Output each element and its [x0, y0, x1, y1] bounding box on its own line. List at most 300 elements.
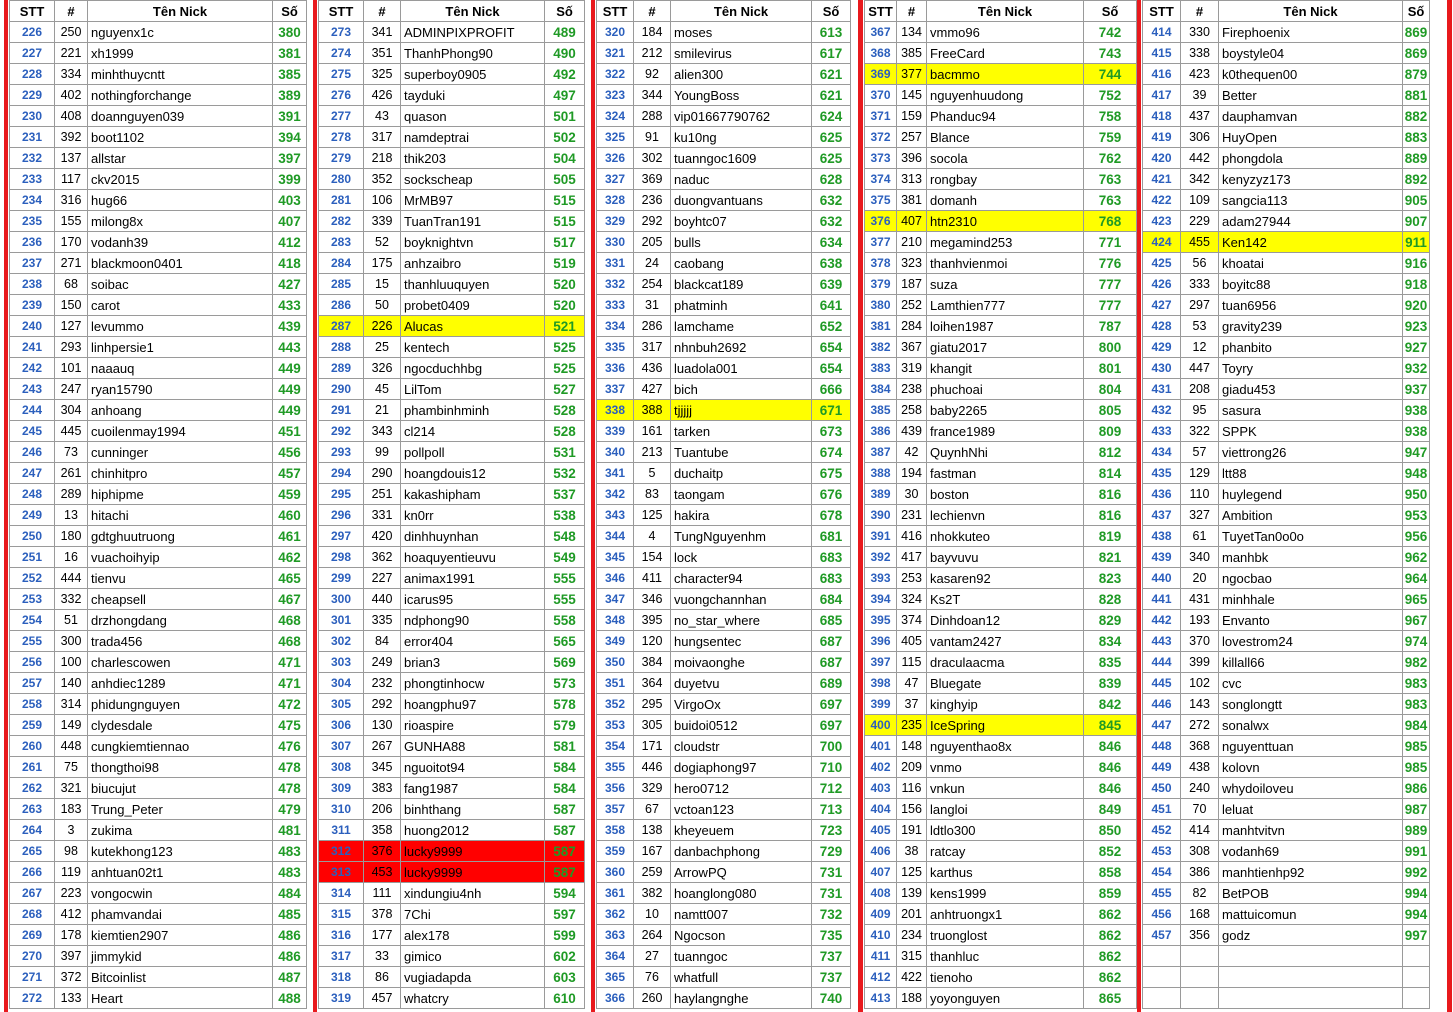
nick-cell: huong2012: [401, 820, 545, 841]
stt-cell: 334: [597, 316, 634, 337]
id-cell: 12: [1181, 337, 1219, 358]
column-divider: [1447, 0, 1452, 1012]
score-cell: 624: [812, 106, 851, 127]
table-row: [597, 43, 851, 64]
score-cell: 905: [1403, 190, 1430, 211]
id-cell: 414: [1181, 820, 1219, 841]
score-cell: 531: [545, 442, 585, 463]
stt-cell: 359: [597, 841, 634, 862]
stt-cell: 305: [319, 694, 364, 715]
score-cell: 983: [1403, 694, 1430, 715]
nick-cell: FreeCard: [927, 43, 1084, 64]
stt-cell: 276: [319, 85, 364, 106]
header-number: #: [1181, 1, 1219, 22]
id-cell: 177: [364, 925, 401, 946]
header-number: #: [897, 1, 927, 22]
id-cell: 231: [897, 505, 927, 526]
header-score: Số: [812, 1, 851, 22]
table-row: [865, 988, 1137, 1009]
nick-cell: nothingforchange: [88, 85, 273, 106]
stt-cell: 311: [319, 820, 364, 841]
nick-cell: kens1999: [927, 883, 1084, 904]
stt-cell: 246: [10, 442, 55, 463]
table-row: [597, 736, 851, 757]
nick-cell: Lamthien777: [927, 295, 1084, 316]
stt-cell: 264: [10, 820, 55, 841]
table-row: [597, 169, 851, 190]
stt-cell: 357: [597, 799, 634, 820]
stt-cell: 437: [1143, 505, 1181, 526]
table-row: [1143, 610, 1430, 631]
stt-cell: 279: [319, 148, 364, 169]
table-row: [10, 379, 307, 400]
nick-cell: Trung_Peter: [88, 799, 273, 820]
nick-cell: rongbay: [927, 169, 1084, 190]
score-cell: 937: [1403, 379, 1430, 400]
score-cell: 828: [1084, 589, 1137, 610]
id-cell: 138: [634, 820, 671, 841]
id-cell: 83: [634, 484, 671, 505]
id-cell: 257: [897, 127, 927, 148]
score-cell: 492: [545, 64, 585, 85]
table-row: [1143, 316, 1430, 337]
id-cell: 408: [55, 106, 88, 127]
table-row: [865, 211, 1137, 232]
id-cell: 386: [1181, 862, 1219, 883]
stt-cell: 360: [597, 862, 634, 883]
table-row: [1143, 799, 1430, 820]
id-cell: 305: [634, 715, 671, 736]
id-cell: 397: [55, 946, 88, 967]
stt-cell: 393: [865, 568, 897, 589]
stt-cell: 242: [10, 358, 55, 379]
table-row: [319, 862, 585, 883]
header-stt: STT: [319, 1, 364, 22]
table-row: [1143, 43, 1430, 64]
nick-cell: TuyetTan0o0o: [1219, 526, 1403, 547]
nick-cell: killall66: [1219, 652, 1403, 673]
header-number: #: [634, 1, 671, 22]
nick-cell: draculaacma: [927, 652, 1084, 673]
nick-cell: tuanngoc1609: [671, 148, 812, 169]
table-row: [1143, 673, 1430, 694]
id-cell: 381: [897, 190, 927, 211]
score-cell: 752: [1084, 85, 1137, 106]
id-cell: 129: [1181, 463, 1219, 484]
nick-cell: MrMB97: [401, 190, 545, 211]
id-cell: 5: [634, 463, 671, 484]
id-cell: 218: [364, 148, 401, 169]
stt-cell: 256: [10, 652, 55, 673]
table-row: [1143, 337, 1430, 358]
stt-cell: 243: [10, 379, 55, 400]
id-cell: 261: [55, 463, 88, 484]
stt-cell: 300: [319, 589, 364, 610]
table-row: [319, 64, 585, 85]
table-row: [597, 127, 851, 148]
nick-cell: baby2265: [927, 400, 1084, 421]
score-cell: 519: [545, 253, 585, 274]
table-row: [1143, 442, 1430, 463]
stt-cell: 325: [597, 127, 634, 148]
stt-cell: 244: [10, 400, 55, 421]
table-row: [10, 904, 307, 925]
score-cell: 472: [273, 694, 307, 715]
score-cell: 617: [812, 43, 851, 64]
table-row: [10, 526, 307, 547]
header-row: [1143, 1, 1430, 22]
stt-cell: 354: [597, 736, 634, 757]
table-row: [597, 526, 851, 547]
empty-row: [1143, 946, 1430, 967]
table-row: [597, 316, 851, 337]
id-cell: 57: [1181, 442, 1219, 463]
nick-cell: sonalwx: [1219, 715, 1403, 736]
stt-cell: 250: [10, 526, 55, 547]
id-cell: 444: [55, 568, 88, 589]
id-cell: 442: [1181, 148, 1219, 169]
score-cell: 549: [545, 547, 585, 568]
stt-cell: 426: [1143, 274, 1181, 295]
table-row: [865, 85, 1137, 106]
table-row: [597, 631, 851, 652]
score-cell: 777: [1084, 295, 1137, 316]
table-row: [1143, 64, 1430, 85]
id-cell: 260: [634, 988, 671, 1009]
id-cell: 155: [55, 211, 88, 232]
table-row: [10, 358, 307, 379]
id-cell: 405: [897, 631, 927, 652]
nick-cell: fastman: [927, 463, 1084, 484]
nick-cell: Heart: [88, 988, 273, 1009]
nick-cell: YoungBoss: [671, 85, 812, 106]
score-cell: 801: [1084, 358, 1137, 379]
stt-cell: 384: [865, 379, 897, 400]
id-cell: 42: [897, 442, 927, 463]
score-cell: 787: [1084, 316, 1137, 337]
id-cell: 98: [55, 841, 88, 862]
id-cell: 43: [364, 106, 401, 127]
score-cell: 456: [273, 442, 307, 463]
id-cell: 292: [634, 211, 671, 232]
nick-cell: lovestrom24: [1219, 631, 1403, 652]
table-row: [319, 694, 585, 715]
table-row: [865, 337, 1137, 358]
nick-cell: phamvandai: [88, 904, 273, 925]
score-cell: 407: [273, 211, 307, 232]
nick-cell: carot: [88, 295, 273, 316]
nick-cell: cheapsell: [88, 589, 273, 610]
stt-cell: 436: [1143, 484, 1181, 505]
id-cell: 13: [55, 505, 88, 526]
score-cell: 443: [273, 337, 307, 358]
nick-cell: htn2310: [927, 211, 1084, 232]
stt-cell: 239: [10, 295, 55, 316]
score-cell: 804: [1084, 379, 1137, 400]
stt-cell: 358: [597, 820, 634, 841]
score-cell: 675: [812, 463, 851, 484]
table-row: [319, 652, 585, 673]
nick-cell: minhthuycntt: [88, 64, 273, 85]
nick-cell: nguyenhuudong: [927, 85, 1084, 106]
stt-cell: 241: [10, 337, 55, 358]
table-row: [865, 400, 1137, 421]
table-row: [865, 127, 1137, 148]
nick-cell: Phanduc94: [927, 106, 1084, 127]
score-cell: 723: [812, 820, 851, 841]
ranking-table-1: [9, 0, 307, 1009]
stt-cell: 231: [10, 127, 55, 148]
stt-cell: 408: [865, 883, 897, 904]
score-cell: 621: [812, 85, 851, 106]
nick-cell: phongdola: [1219, 148, 1403, 169]
table-row: [319, 568, 585, 589]
score-cell: 737: [812, 967, 851, 988]
nick-cell: bulls: [671, 232, 812, 253]
id-cell: 340: [1181, 547, 1219, 568]
table-row: [597, 64, 851, 85]
table-row: [1143, 232, 1430, 253]
nick-cell: bayvuvu: [927, 547, 1084, 568]
table-row: [1143, 85, 1430, 106]
table-row: [319, 127, 585, 148]
score-cell: 932: [1403, 358, 1430, 379]
table-row: [597, 841, 851, 862]
stt-cell: 431: [1143, 379, 1181, 400]
id-cell: 210: [897, 232, 927, 253]
id-cell: 416: [897, 526, 927, 547]
score-cell: 603: [545, 967, 585, 988]
nick-cell: vodanh69: [1219, 841, 1403, 862]
stt-cell: 313: [319, 862, 364, 883]
id-cell: 110: [1181, 484, 1219, 505]
id-cell: 184: [634, 22, 671, 43]
stt-cell: 390: [865, 505, 897, 526]
nick-cell: suza: [927, 274, 1084, 295]
table-row: [10, 568, 307, 589]
table-row: [1143, 841, 1430, 862]
nick-cell: yoyonguyen: [927, 988, 1084, 1009]
nick-cell: hug66: [88, 190, 273, 211]
nick-cell: anhtruongx1: [927, 904, 1084, 925]
score-cell: 684: [812, 589, 851, 610]
stt-cell: 327: [597, 169, 634, 190]
id-cell: 50: [364, 295, 401, 316]
score-cell: 731: [812, 862, 851, 883]
score-cell: 439: [273, 316, 307, 337]
nick-cell: charlescowen: [88, 652, 273, 673]
stt-cell: 260: [10, 736, 55, 757]
stt-cell: 259: [10, 715, 55, 736]
stt-cell: 315: [319, 904, 364, 925]
table-row: [1143, 589, 1430, 610]
id-cell: 139: [897, 883, 927, 904]
stt-cell: 263: [10, 799, 55, 820]
score-cell: 475: [273, 715, 307, 736]
stt-cell: 410: [865, 925, 897, 946]
table-row: [865, 379, 1137, 400]
stt-cell: 345: [597, 547, 634, 568]
stt-cell: 236: [10, 232, 55, 253]
score-cell: 809: [1084, 421, 1137, 442]
score-cell: 731: [812, 883, 851, 904]
id-cell: 178: [55, 925, 88, 946]
score-cell: 517: [545, 232, 585, 253]
id-cell: 254: [634, 274, 671, 295]
table-row: [319, 85, 585, 106]
score-cell: 983: [1403, 673, 1430, 694]
nick-cell: mattuicomun: [1219, 904, 1403, 925]
nick-cell: 7Chi: [401, 904, 545, 925]
stt-cell: 454: [1143, 862, 1181, 883]
score-cell: 602: [545, 946, 585, 967]
table-row: [1143, 463, 1430, 484]
id-cell: 51: [55, 610, 88, 631]
nick-cell: hungsentec: [671, 631, 812, 652]
table-row: [597, 484, 851, 505]
ranking-table-3: [596, 0, 851, 1009]
nick-cell: ndphong90: [401, 610, 545, 631]
score-cell: 927: [1403, 337, 1430, 358]
stt-cell: 380: [865, 295, 897, 316]
score-cell: 465: [273, 568, 307, 589]
id-cell: 411: [634, 568, 671, 589]
id-cell: 440: [364, 589, 401, 610]
id-cell: 345: [364, 757, 401, 778]
score-cell: 834: [1084, 631, 1137, 652]
nick-cell: gimico: [401, 946, 545, 967]
id-cell: 24: [634, 253, 671, 274]
nick-cell: nhnbuh2692: [671, 337, 812, 358]
table-row: [865, 820, 1137, 841]
stt-cell: 366: [597, 988, 634, 1009]
stt-cell: 332: [597, 274, 634, 295]
nick-cell: Tuantube: [671, 442, 812, 463]
nick-cell: character94: [671, 568, 812, 589]
score-cell: 858: [1084, 862, 1137, 883]
nick-cell: vmmo96: [927, 22, 1084, 43]
id-cell: 288: [634, 106, 671, 127]
stt-cell: 435: [1143, 463, 1181, 484]
score-cell: 578: [545, 694, 585, 715]
score-cell: 744: [1084, 64, 1137, 85]
nick-cell: VirgoOx: [671, 694, 812, 715]
score-cell: 548: [545, 526, 585, 547]
empty-cell: [1403, 988, 1430, 1009]
stt-cell: 448: [1143, 736, 1181, 757]
table-row: [319, 841, 585, 862]
score-cell: 652: [812, 316, 851, 337]
table-row: [1143, 22, 1430, 43]
table-row: [597, 442, 851, 463]
table-row: [865, 274, 1137, 295]
id-cell: 20: [1181, 568, 1219, 589]
nick-cell: Blance: [927, 127, 1084, 148]
id-cell: 412: [55, 904, 88, 925]
empty-cell: [1403, 946, 1430, 967]
table-row: [10, 106, 307, 127]
nick-cell: leluat: [1219, 799, 1403, 820]
stt-cell: 314: [319, 883, 364, 904]
nick-cell: anhtuan02t1: [88, 862, 273, 883]
score-cell: 488: [273, 988, 307, 1009]
stt-cell: 420: [1143, 148, 1181, 169]
table-row: [1143, 190, 1430, 211]
table-row: [319, 463, 585, 484]
stt-cell: 430: [1143, 358, 1181, 379]
score-cell: 527: [545, 379, 585, 400]
nick-cell: cvc: [1219, 673, 1403, 694]
nick-cell: buidoi0512: [671, 715, 812, 736]
id-cell: 330: [1181, 22, 1219, 43]
score-cell: 587: [545, 862, 585, 883]
table-row: [597, 274, 851, 295]
id-cell: 84: [364, 631, 401, 652]
stt-cell: 452: [1143, 820, 1181, 841]
empty-cell: [1181, 988, 1219, 1009]
score-cell: 504: [545, 148, 585, 169]
id-cell: 154: [634, 547, 671, 568]
id-cell: 368: [1181, 736, 1219, 757]
id-cell: 332: [55, 589, 88, 610]
table-row: [597, 778, 851, 799]
table-row: [319, 211, 585, 232]
stt-cell: 348: [597, 610, 634, 631]
stt-cell: 337: [597, 379, 634, 400]
stt-cell: 350: [597, 652, 634, 673]
stt-cell: 281: [319, 190, 364, 211]
stt-cell: 292: [319, 421, 364, 442]
score-cell: 776: [1084, 253, 1137, 274]
id-cell: 342: [1181, 169, 1219, 190]
stt-cell: 251: [10, 547, 55, 568]
score-cell: 521: [545, 316, 585, 337]
score-cell: 599: [545, 925, 585, 946]
id-cell: 251: [364, 484, 401, 505]
stt-cell: 270: [10, 946, 55, 967]
stt-cell: 230: [10, 106, 55, 127]
id-cell: 159: [897, 106, 927, 127]
id-cell: 335: [364, 610, 401, 631]
nick-cell: cungkiemtiennao: [88, 736, 273, 757]
stt-cell: 298: [319, 547, 364, 568]
id-cell: 208: [1181, 379, 1219, 400]
id-cell: 86: [364, 967, 401, 988]
id-cell: 95: [1181, 400, 1219, 421]
score-cell: 625: [812, 148, 851, 169]
nick-cell: kakashipham: [401, 484, 545, 505]
score-cell: 449: [273, 358, 307, 379]
table-row: [319, 904, 585, 925]
id-cell: 109: [1181, 190, 1219, 211]
header-stt: STT: [10, 1, 55, 22]
score-cell: 982: [1403, 652, 1430, 673]
table-row: [865, 946, 1137, 967]
score-cell: 758: [1084, 106, 1137, 127]
table-row: [865, 547, 1137, 568]
id-cell: 75: [55, 757, 88, 778]
nick-cell: vctoan123: [671, 799, 812, 820]
nick-cell: minhhale: [1219, 589, 1403, 610]
stt-cell: 252: [10, 568, 55, 589]
table-row: [10, 736, 307, 757]
table-row: [865, 589, 1137, 610]
score-cell: 451: [273, 421, 307, 442]
stt-cell: 287: [319, 316, 364, 337]
id-cell: 115: [897, 652, 927, 673]
id-cell: 27: [634, 946, 671, 967]
stt-cell: 271: [10, 967, 55, 988]
